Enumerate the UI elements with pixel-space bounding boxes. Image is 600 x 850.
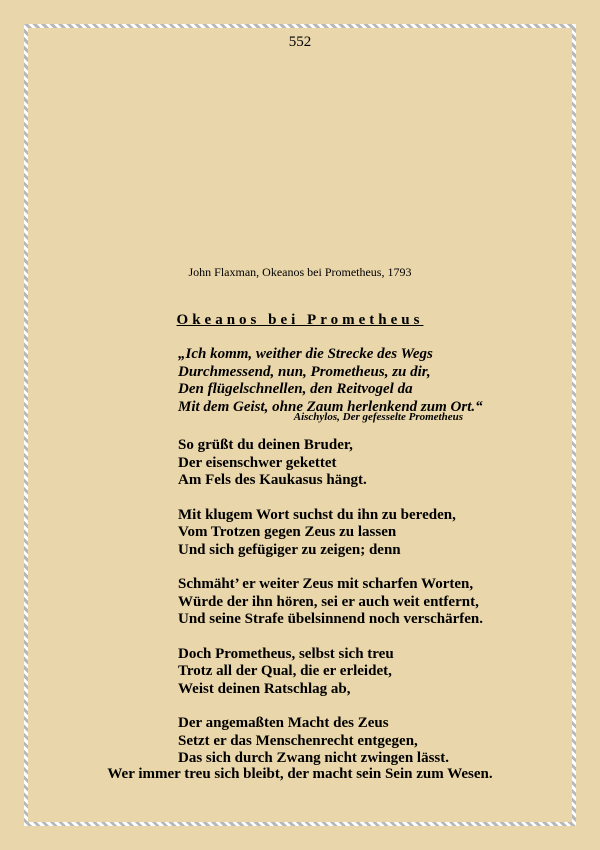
stanza (178, 437, 558, 490)
epigraph-line: Mit dem Geist, ohne Zaum herlenkend zum Ort.“ (178, 398, 483, 415)
closing-line: Wer immer treu sich bleibt, der macht sein Sein zum Wesen. (107, 766, 493, 782)
poem-line: Am Fels des Kaukasus hängt. (178, 472, 367, 488)
epigraph-source: Aischylos, Der gefesselte Prometheus (293, 411, 463, 423)
epigraph-line: „Ich komm, weither die Strecke des Wegs (178, 346, 433, 362)
stanza (178, 576, 558, 629)
epigraph (178, 346, 483, 416)
poem-line: Mit klugem Wort suchst du ihn zu bereden, (178, 506, 456, 523)
page-number: 552 (288, 34, 312, 50)
poem-line: Vom Trotzen gegen Zeus zu lassen (178, 524, 397, 540)
poem-title: Okeanos bei Prometheus (176, 312, 424, 328)
poem-line: Würde der ihn hören, sei er auch weit entfernt, (178, 593, 479, 610)
poem-line: Und sich gefügiger zu zeigen; denn (178, 541, 401, 558)
stanza (178, 507, 558, 560)
poem-line: Der angemaßten Macht des Zeus (178, 715, 389, 731)
poem-line: Und seine Strafe übelsinnend noch verschärfen. (178, 611, 484, 627)
poem-line: So grüßt du deinen Bruder, (178, 437, 353, 453)
poem-line: Schmäht’ er weiter Zeus mit scharfen Worten, (178, 576, 474, 592)
poem-line: Der eisenschwer gekettet (178, 454, 337, 471)
poem-body (178, 437, 558, 785)
poem-line: Setzt er das Menschenrecht entgegen, (178, 732, 418, 749)
stanza (178, 646, 558, 699)
epigraph-line: Durchmessend, nun, Prometheus, zu dir, (178, 363, 431, 380)
poem-line: Trotz all der Qual, die er erleidet, (178, 663, 392, 679)
epigraph-line: Den flügelschnellen, den Reitvogel da (178, 381, 413, 397)
image-caption: John Flaxman, Okeanos bei Prometheus, 1793 (188, 265, 412, 279)
stanza (178, 715, 558, 768)
poem-line: Weist deinen Ratschlag ab, (178, 680, 351, 697)
poem-line: Doch Prometheus, selbst sich treu (178, 645, 394, 662)
poem-line: Das sich durch Zwang nicht zwingen lässt. (178, 750, 450, 766)
